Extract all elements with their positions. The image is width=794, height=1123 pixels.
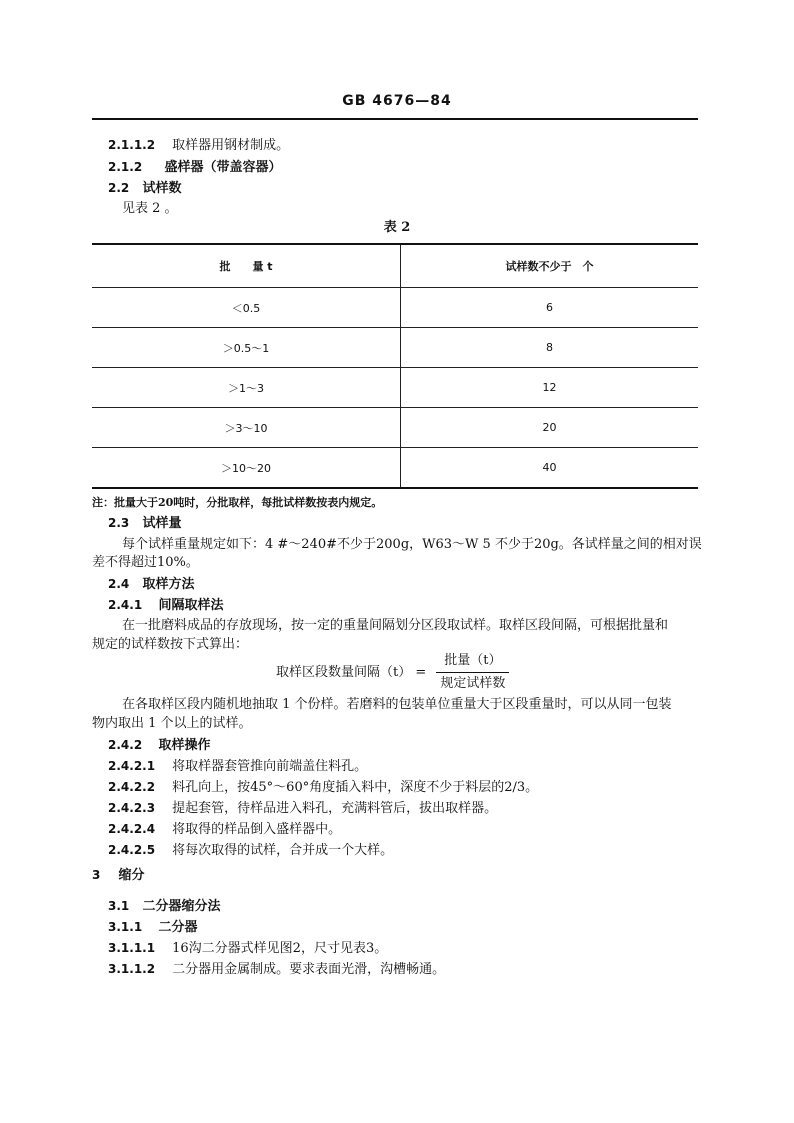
batch-cell: ＞1～3 bbox=[92, 368, 401, 408]
count-cell: 6 bbox=[546, 301, 553, 314]
section-3-1-1 bbox=[108, 918, 198, 937]
clause-text: 盛样器（带盖容器） bbox=[164, 160, 282, 175]
step-number: 2.4.2.2 bbox=[108, 780, 156, 794]
section-number: 3 bbox=[92, 868, 101, 882]
step-2-4-2-4 bbox=[108, 820, 341, 839]
clause-number: 3.1.1.1 bbox=[108, 941, 156, 955]
column-header-batch: 批 量 t bbox=[92, 244, 401, 288]
count-cell: 40 bbox=[542, 461, 557, 474]
count-cell: 12 bbox=[542, 381, 557, 394]
section-title: 二分器 bbox=[158, 920, 198, 935]
section-number: 2.4.2 bbox=[108, 738, 143, 752]
section-2-2-body: 见表 2 。 bbox=[122, 201, 178, 216]
clause-number: 3.1.1.2 bbox=[108, 962, 156, 976]
section-2-4 bbox=[108, 575, 195, 594]
clause-text: 取样器用钢材制成。 bbox=[172, 138, 290, 153]
header-rule bbox=[92, 118, 698, 120]
section-2-4-1-body-line4: 物内取出 1 个以上的试样。 bbox=[92, 716, 252, 731]
column-header-count: 试样数不少于 个 bbox=[505, 260, 594, 273]
section-title: 试样数 bbox=[142, 181, 182, 196]
table-caption: 表 2 bbox=[383, 220, 411, 235]
section-number: 2.4 bbox=[108, 577, 130, 591]
step-number: 2.4.2.1 bbox=[108, 759, 156, 773]
page-header: GB 4676—84 bbox=[342, 93, 452, 109]
clause-3-1-1-1 bbox=[108, 939, 387, 958]
table-header-row bbox=[92, 244, 698, 288]
section-number: 3.1 bbox=[108, 899, 130, 913]
section-2-4-1-body-line3: 在各取样区段内随机地抽取 1 个份样。若磨料的包装单位重量大于区段重量时，可以从同一包装 bbox=[122, 697, 672, 712]
formula-denominator: 规定试样数 bbox=[440, 676, 506, 691]
table-note: 注：批量大于20吨时，分批取样，每批试样数按表内规定。 bbox=[92, 496, 383, 509]
sampling-interval-formula bbox=[276, 652, 509, 693]
table-row bbox=[92, 408, 698, 448]
section-2-3-body-line1: 每个试样重量规定如下：4 #～240#不少于200g，W63～W 5 不少于20g。各试样量之间的相对误 bbox=[122, 537, 702, 552]
section-2-4-1-body-line1: 在一批磨料成品的存放现场，按一定的重量间隔划分区段取试样。取样区段间隔，可根据批量和 bbox=[122, 618, 669, 633]
section-title: 间隔取样法 bbox=[158, 598, 224, 613]
step-text: 将取得的样品倒入盛样器中。 bbox=[172, 822, 342, 837]
section-2-3-body-line2: 差不得超过10%。 bbox=[92, 555, 199, 570]
section-title: 缩分 bbox=[118, 868, 145, 883]
formula-left-side: 取样区段数量间隔（t） = bbox=[276, 665, 427, 680]
section-title: 取样操作 bbox=[158, 738, 211, 753]
step-number: 2.4.2.3 bbox=[108, 801, 156, 815]
table-row bbox=[92, 448, 698, 489]
section-number: 3.1.1 bbox=[108, 920, 143, 934]
step-number: 2.4.2.5 bbox=[108, 843, 156, 857]
section-3 bbox=[92, 866, 145, 885]
batch-cell: ＜0.5 bbox=[92, 288, 401, 328]
section-2-3 bbox=[108, 514, 182, 533]
clause-number: 2.1.1.2 bbox=[108, 138, 156, 152]
clause-text: 二分器用金属制成。要求表面光滑，沟槽畅通。 bbox=[172, 962, 446, 977]
count-cell: 20 bbox=[542, 421, 557, 434]
section-number: 2.2 bbox=[108, 181, 130, 195]
step-number: 2.4.2.4 bbox=[108, 822, 156, 836]
section-number: 2.3 bbox=[108, 516, 130, 530]
batch-cell: ＞3～10 bbox=[92, 408, 401, 448]
clause-text: 16沟二分器式样见图2，尺寸见表3。 bbox=[172, 941, 388, 956]
formula-fraction bbox=[436, 652, 509, 693]
step-text: 提起套管，待样品进入料孔，充满料管后，拔出取样器。 bbox=[172, 801, 498, 816]
step-text: 将取样器套管推向前端盖住料孔。 bbox=[172, 759, 368, 774]
batch-cell: ＞10～20 bbox=[92, 448, 401, 489]
batch-cell: ＞0.5～1 bbox=[92, 328, 401, 368]
table-row bbox=[92, 368, 698, 408]
sample-count-table bbox=[92, 243, 698, 489]
formula-numerator: 批量（t） bbox=[436, 652, 509, 673]
step-2-4-2-1 bbox=[108, 757, 367, 776]
section-2-4-1-body-line2: 规定的试样数按下式算出： bbox=[92, 637, 249, 652]
section-title: 取样方法 bbox=[142, 577, 195, 592]
section-3-1 bbox=[108, 897, 221, 916]
step-text: 料孔向上，按45°～60°角度插入料中，深度不少于料层的2/3。 bbox=[172, 780, 539, 795]
step-2-4-2-2 bbox=[108, 778, 538, 797]
clause-number: 2.1.2 bbox=[108, 160, 143, 174]
section-title: 二分器缩分法 bbox=[142, 899, 221, 914]
section-title: 试样量 bbox=[142, 516, 182, 531]
section-2-2 bbox=[108, 179, 182, 198]
table-row bbox=[92, 288, 698, 328]
section-2-4-2 bbox=[108, 736, 211, 755]
section-number: 2.4.1 bbox=[108, 598, 143, 612]
step-2-4-2-3 bbox=[108, 799, 497, 818]
clause-2-1-1-2 bbox=[108, 136, 289, 155]
step-2-4-2-5 bbox=[108, 841, 393, 860]
clause-3-1-1-2 bbox=[108, 960, 445, 979]
table-row bbox=[92, 328, 698, 368]
count-cell: 8 bbox=[546, 341, 553, 354]
section-2-4-1 bbox=[108, 596, 224, 615]
clause-2-1-2 bbox=[108, 158, 282, 177]
step-text: 将每次取得的试样，合并成一个大样。 bbox=[172, 843, 394, 858]
